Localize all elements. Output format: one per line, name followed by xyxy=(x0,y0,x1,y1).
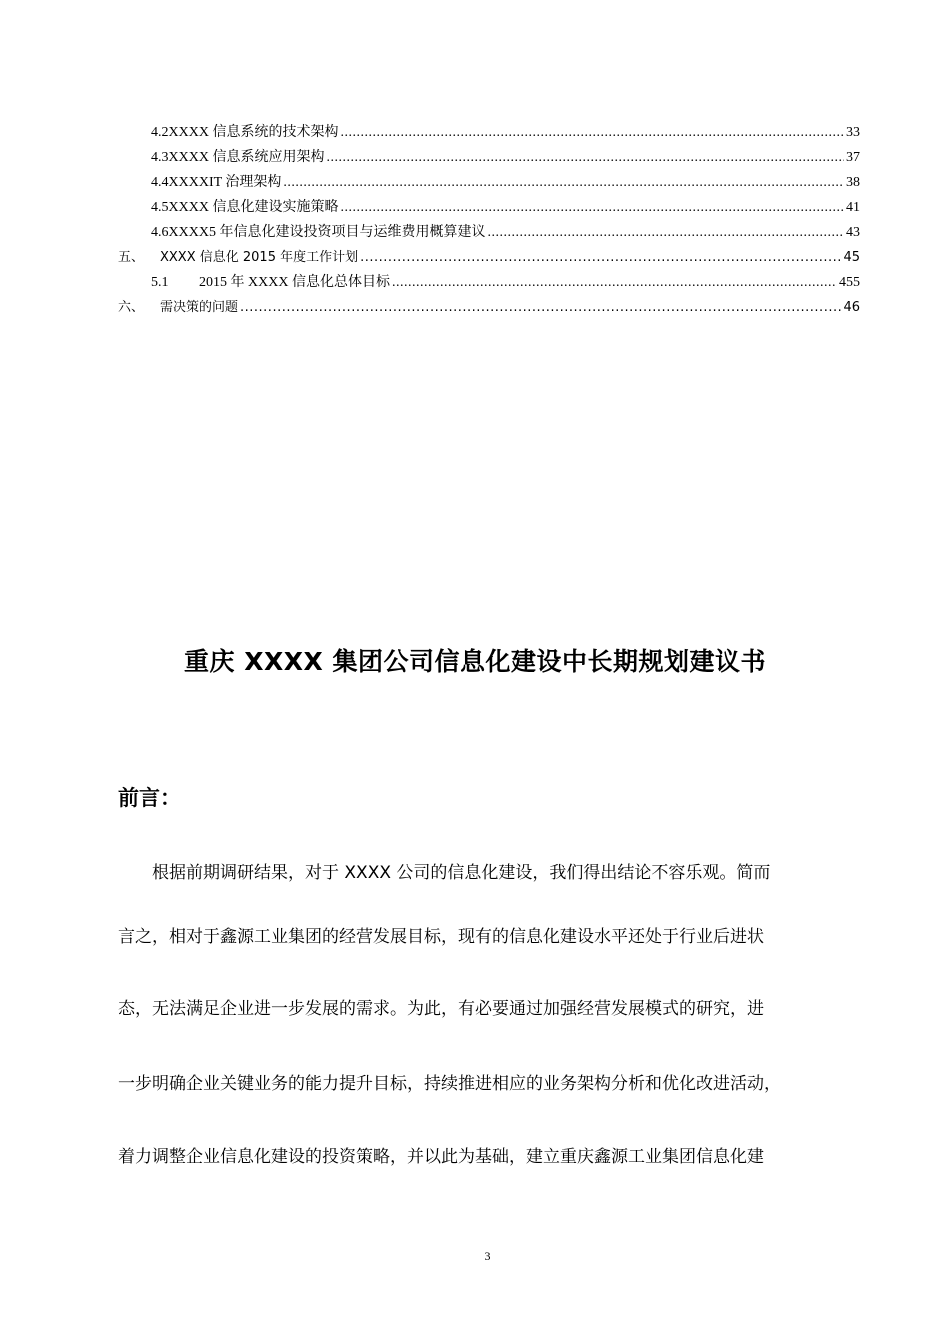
toc-entry-title: XXXX 信息化 2015 年度工作计划 xyxy=(160,250,359,265)
toc-entry-number: 5.1 xyxy=(151,275,169,290)
table-of-contents xyxy=(118,124,860,324)
toc-entry-title: 4.3XXXX 信息系统应用架构 xyxy=(151,150,325,165)
toc-entry-title: 2015 年 XXXX 信息化总体目标 xyxy=(199,275,390,290)
toc-entry[interactable] xyxy=(118,124,860,149)
body-text-line: 根据前期调研结果，对于 XXXX 公司的信息化建设，我们得出结论不容乐观。简而 xyxy=(118,863,771,883)
toc-leader xyxy=(283,174,844,192)
toc-leader xyxy=(392,274,837,292)
toc-entry-title: 4.5XXXX 信息化建设实施策略 xyxy=(151,200,339,215)
toc-entry-title: 4.6XXXX5 年信息化建设投资项目与运维费用概算建议 xyxy=(151,225,486,240)
page-number: 3 xyxy=(484,1249,491,1263)
body-text-line: 着力调整企业信息化建设的投资策略，并以此为基础，建立重庆鑫源工业集团信息化建 xyxy=(118,1147,764,1167)
body-text-line: 一步明确企业关键业务的能力提升目标，持续推进相应的业务架构分析和优化改进活动， xyxy=(118,1074,781,1094)
toc-leader xyxy=(240,299,841,317)
toc-entry[interactable] xyxy=(118,174,860,199)
body-text-line: 言之，相对于鑫源工业集团的经营发展目标，现有的信息化建设水平还处于行业后进状 xyxy=(118,927,764,947)
toc-entry[interactable] xyxy=(118,224,860,249)
toc-entry-page: 38 xyxy=(846,175,860,190)
toc-entry-page: 46 xyxy=(843,300,860,315)
toc-entry[interactable] xyxy=(118,299,860,324)
toc-leader xyxy=(340,124,844,142)
document-title: 重庆 XXXX 集团公司信息化建设中长期规划建议书 xyxy=(183,647,766,676)
body-text-line: 态，无法满足企业进一步发展的需求。为此，有必要通过加强经营发展模式的研究，进 xyxy=(118,999,764,1019)
toc-entry[interactable] xyxy=(118,199,860,224)
toc-entry-page: 455 xyxy=(839,275,860,290)
toc-entry-page: 45 xyxy=(843,250,860,265)
toc-entry-page: 43 xyxy=(846,225,860,240)
toc-entry-number: 六、 xyxy=(118,300,145,315)
toc-entry-page: 33 xyxy=(846,125,860,140)
toc-entry-page: 41 xyxy=(846,200,860,215)
section-heading: 前言： xyxy=(118,786,181,810)
toc-entry[interactable] xyxy=(118,249,860,274)
toc-entry-title: 4.2XXXX 信息系统的技术架构 xyxy=(151,125,339,140)
toc-leader xyxy=(340,199,844,217)
toc-entry[interactable] xyxy=(118,274,860,299)
toc-entry[interactable] xyxy=(118,149,860,174)
toc-entry-title: 4.4XXXXIT 治理架构 xyxy=(151,175,282,190)
toc-entry-number: 五、 xyxy=(118,250,145,265)
toc-leader xyxy=(487,224,844,242)
toc-leader xyxy=(326,149,844,167)
toc-entry-page: 37 xyxy=(846,150,860,165)
toc-entry-title: 需决策的问题 xyxy=(160,300,239,315)
toc-leader xyxy=(360,249,841,267)
